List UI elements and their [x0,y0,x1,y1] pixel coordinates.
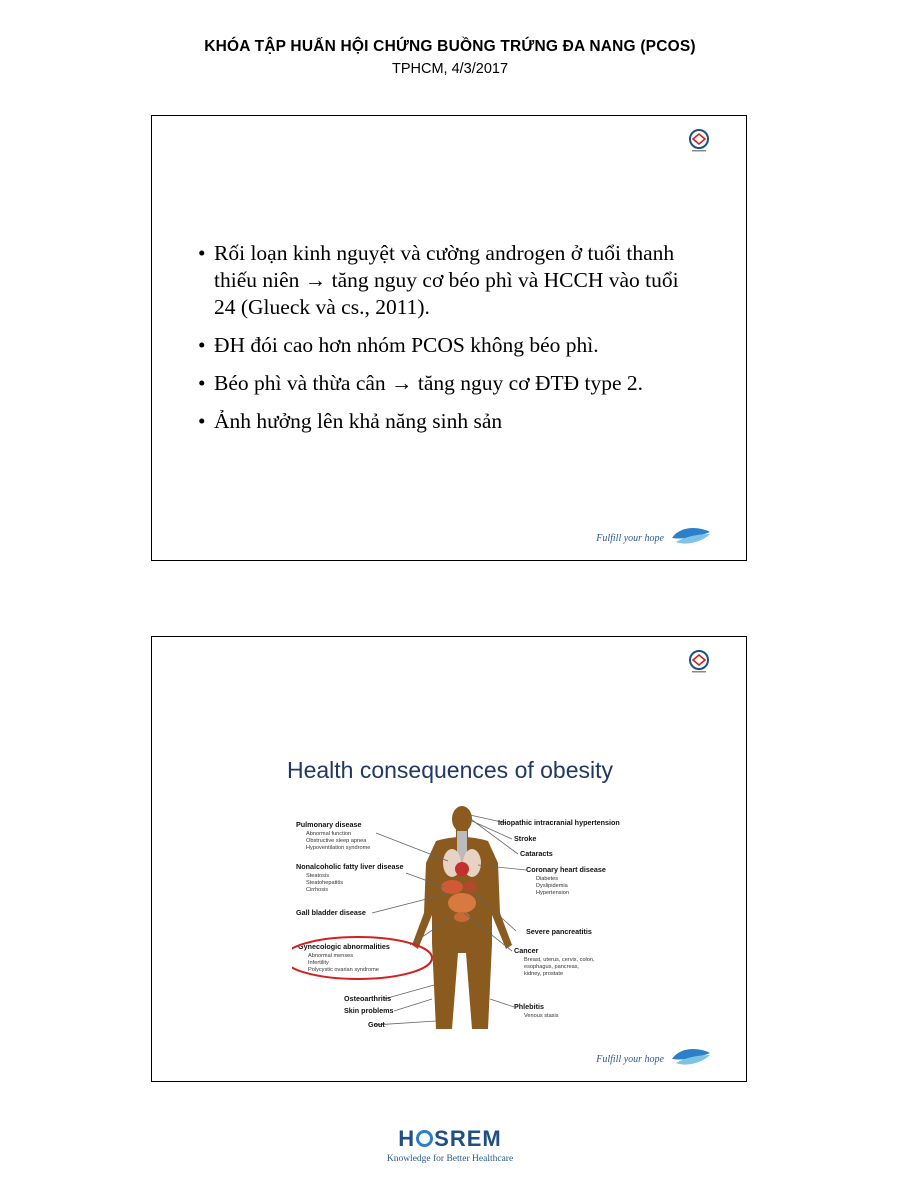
brand-name-left: H [398,1126,416,1151]
label-sub: Dyslipidemia [536,883,568,889]
brand-name-right: SREM [434,1126,502,1151]
label-skin: Skin problems [344,1006,394,1015]
label-stroke: Stroke [514,834,537,843]
page-header [0,38,900,77]
label-osteoarthritis: Osteoarthritis [344,994,392,1003]
leaf-mark-icon [670,1047,712,1067]
leaf-mark-icon [670,526,712,546]
label-sub: Diabetes [536,876,559,882]
label-sub: Abnormal function [306,831,352,837]
page-title: KHÓA TẬP HUẤN HỘI CHỨNG BUỒNG TRỨNG ĐA NANG (PCOS) [204,38,696,55]
label-pulmonary: Pulmonary disease [296,820,362,829]
label-sub: Venous stasis [524,1013,559,1019]
brand-name [0,1126,900,1152]
label-sub: Infertility [308,960,329,966]
bullet-item: • Rối loạn kinh nguyệt và cường androgen ở tuổi thanh thiếu niên → tăng nguy cơ béo phì và HCCH vào tuổi 24 (Glueck và cs., 2011). [198,240,698,321]
bullet-item: • Ảnh hưởng lên khả năng sinh sản [198,408,698,435]
slide-title: Health consequences of obesity [286,757,614,783]
label-liver: Nonalcoholic fatty liver disease [296,862,404,871]
label-cancer: Cancer [514,946,539,955]
clinic-logo-icon [686,649,712,675]
brand-tagline: Knowledge for Better Healthcare [386,1154,514,1164]
page-subtitle: TPHCM, 4/3/2017 [391,61,509,77]
label-idiopathic: Idiopathic intracranial hypertension [498,818,620,827]
label-sub: Polycystic ovarian syndrome [308,967,379,973]
label-sub: Steatosis [306,873,330,879]
label-sub: Hypoventilation syndrome [306,845,371,851]
footer-tagline: Fulfill your hope [596,533,664,544]
label-pancreatitis: Severe pancreatitis [526,927,592,936]
obesity-body-diagram [292,803,632,1033]
label-sub: esophagus, pancreas, [524,964,580,970]
slide-1 [151,115,747,561]
clinic-logo-icon [686,128,712,154]
label-sub: Obstructive sleep apnea [306,838,367,844]
label-gout: Gout [368,1020,385,1029]
label-cataracts: Cataracts [520,849,553,858]
bullet-list [198,240,698,446]
label-gallbladder: Gall bladder disease [296,908,366,917]
label-sub: Cirrhosis [306,887,329,893]
bullet-item: • Béo phì và thừa cân → tăng nguy cơ ĐTĐ type 2. [198,370,698,397]
label-sub: Breast, uterus, cervix, colon, [524,957,595,963]
label-coronary: Coronary heart disease [526,865,606,874]
label-sub: Hypertension [536,890,569,896]
label-phlebitis: Phlebitis [514,1002,544,1011]
globe-icon [416,1130,433,1147]
label-sub: Abnormal menses [308,953,354,959]
brand-logo [0,1126,900,1164]
slide-2 [151,636,747,1082]
bullet-item: • ĐH đói cao hơn nhóm PCOS không béo phì. [198,332,698,359]
footer-tagline: Fulfill your hope [596,1054,664,1065]
label-sub: Steatohepatitis [306,880,344,886]
label-sub: kidney, prostate [524,971,564,977]
label-gynecologic: Gynecologic abnormalities [298,942,390,951]
